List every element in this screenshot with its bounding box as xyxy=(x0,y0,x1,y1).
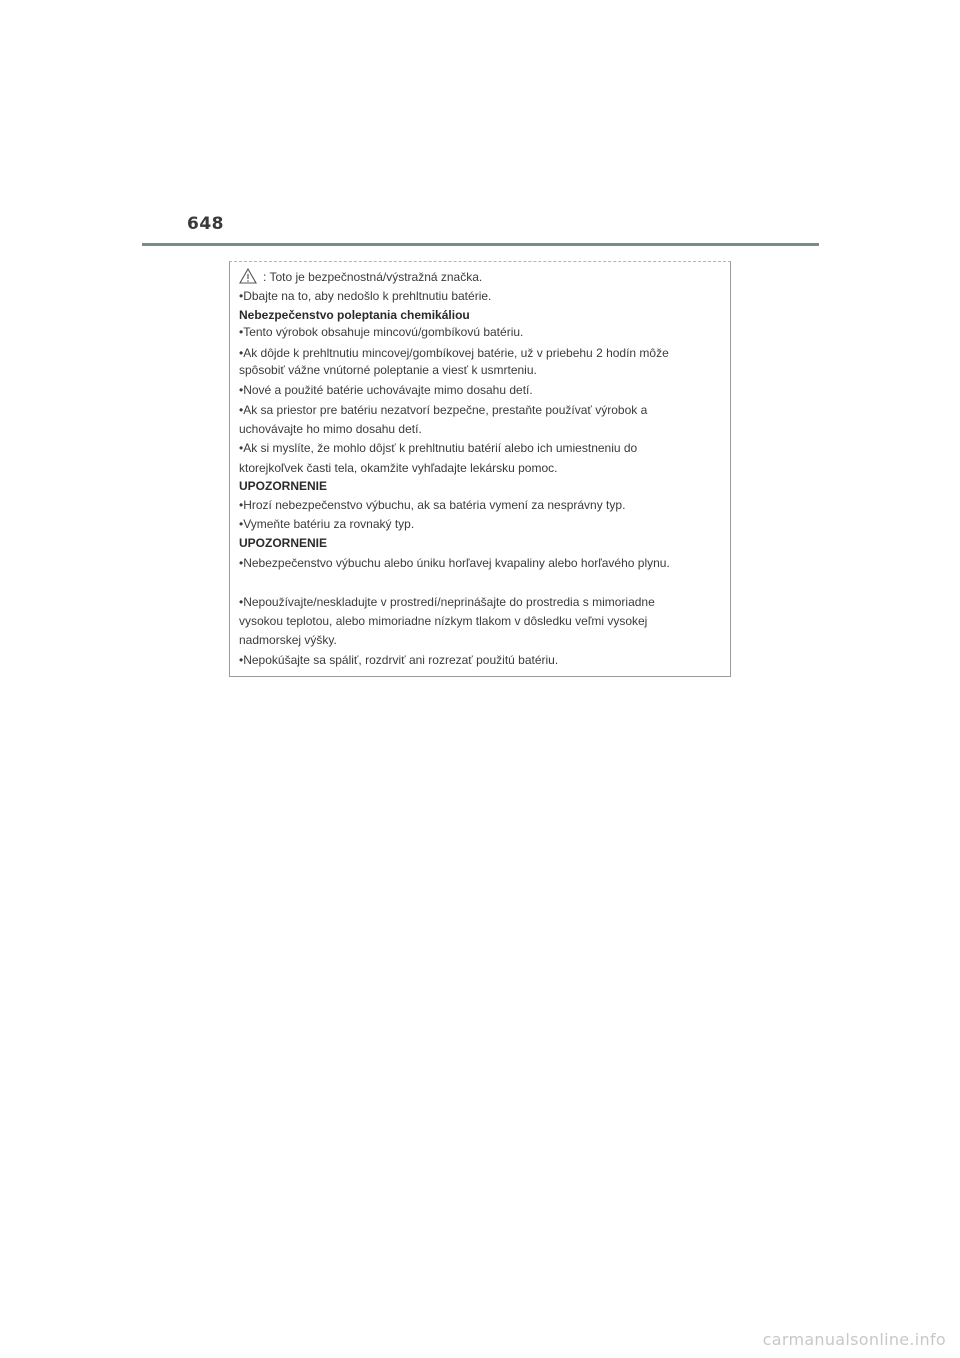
warning-triangle-icon xyxy=(239,268,257,284)
notice-line-text: Nebezpečenstvo poleptania chemikáliou xyxy=(239,308,470,322)
notice-line xyxy=(239,556,670,570)
notice-line-text: •Tento výrobok obsahuje mincovú/gombíkovú batériu. xyxy=(239,325,524,339)
notice-line xyxy=(239,614,647,628)
notice-heading xyxy=(239,536,327,550)
notice-line xyxy=(239,325,523,339)
page-number: 648 xyxy=(187,214,224,234)
notice-line xyxy=(239,595,655,609)
notice-line xyxy=(239,403,647,417)
notice-line-text: •Dbajte na to, aby nedošlo k prehltnutiu batérie. xyxy=(239,289,492,303)
notice-line xyxy=(239,346,669,360)
notice-line xyxy=(239,383,533,397)
notice-line-text: •Nepokúšajte sa spáliť, rozdrviť ani rozrezať použitú batériu. xyxy=(239,653,559,667)
notice-line-text: •Ak dôjde k prehltnutiu mincovej/gombíkovej batérie, už v priebehu 2 hodín môže xyxy=(239,346,669,360)
notice-heading xyxy=(239,479,327,493)
watermark: carmanualsonline.info xyxy=(762,1330,946,1349)
notice-line-text: •Ak sa priestor pre batériu nezatvorí bezpečne, prestaňte používať výrobok a xyxy=(239,403,648,417)
notice-line xyxy=(239,498,625,512)
notice-line xyxy=(239,422,422,436)
notice-line-text: ktorejkoľvek časti tela, okamžite vyhľadajte lekársku pomoc. xyxy=(239,461,558,475)
notice-line xyxy=(239,461,557,475)
notice-line xyxy=(239,289,491,303)
header-divider xyxy=(142,243,819,246)
notice-line-text: •Nepoužívajte/neskladujte v prostredí/neprinášajte do prostredia s mimoriadne xyxy=(239,595,655,609)
battery-safety-notice xyxy=(229,261,731,677)
notice-heading xyxy=(239,308,470,322)
notice-line-text: nadmorskej výšky. xyxy=(239,633,337,647)
notice-line xyxy=(239,441,637,455)
notice-line-text: spôsobiť vážne vnútorné poleptanie a viesť k usmrteniu. xyxy=(239,363,537,377)
notice-line xyxy=(239,653,558,667)
notice-line-text: vysokou teplotou, alebo mimoriadne nízkym tlakom v dôsledku veľmi vysokej xyxy=(239,614,648,628)
notice-line-text: •Hrozí nebezpečenstvo výbuchu, ak sa batéria vymení za nesprávny typ. xyxy=(239,498,626,512)
notice-line-text: •Ak si myslíte, že mohlo dôjsť k prehltnutiu batérií alebo ich umiestneniu do xyxy=(239,441,638,455)
notice-line-text: •Vymeňte batériu za rovnaký typ. xyxy=(239,517,415,531)
notice-line xyxy=(239,268,482,284)
notice-line-text: uchovávajte ho mimo dosahu detí. xyxy=(239,422,422,436)
notice-line-text: UPOZORNENIE xyxy=(239,479,328,493)
notice-line-text: : Toto je bezpečnostná/výstražná značka. xyxy=(263,270,483,284)
notice-line xyxy=(239,517,414,531)
notice-line-text: •Nebezpečenstvo výbuchu alebo úniku horľavej kvapaliny alebo horľavého plynu. xyxy=(239,556,670,570)
notice-line xyxy=(239,363,537,377)
notice-line-text: UPOZORNENIE xyxy=(239,536,328,550)
notice-line-text: •Nové a použité batérie uchovávajte mimo dosahu detí. xyxy=(239,383,533,397)
notice-line xyxy=(239,633,337,647)
